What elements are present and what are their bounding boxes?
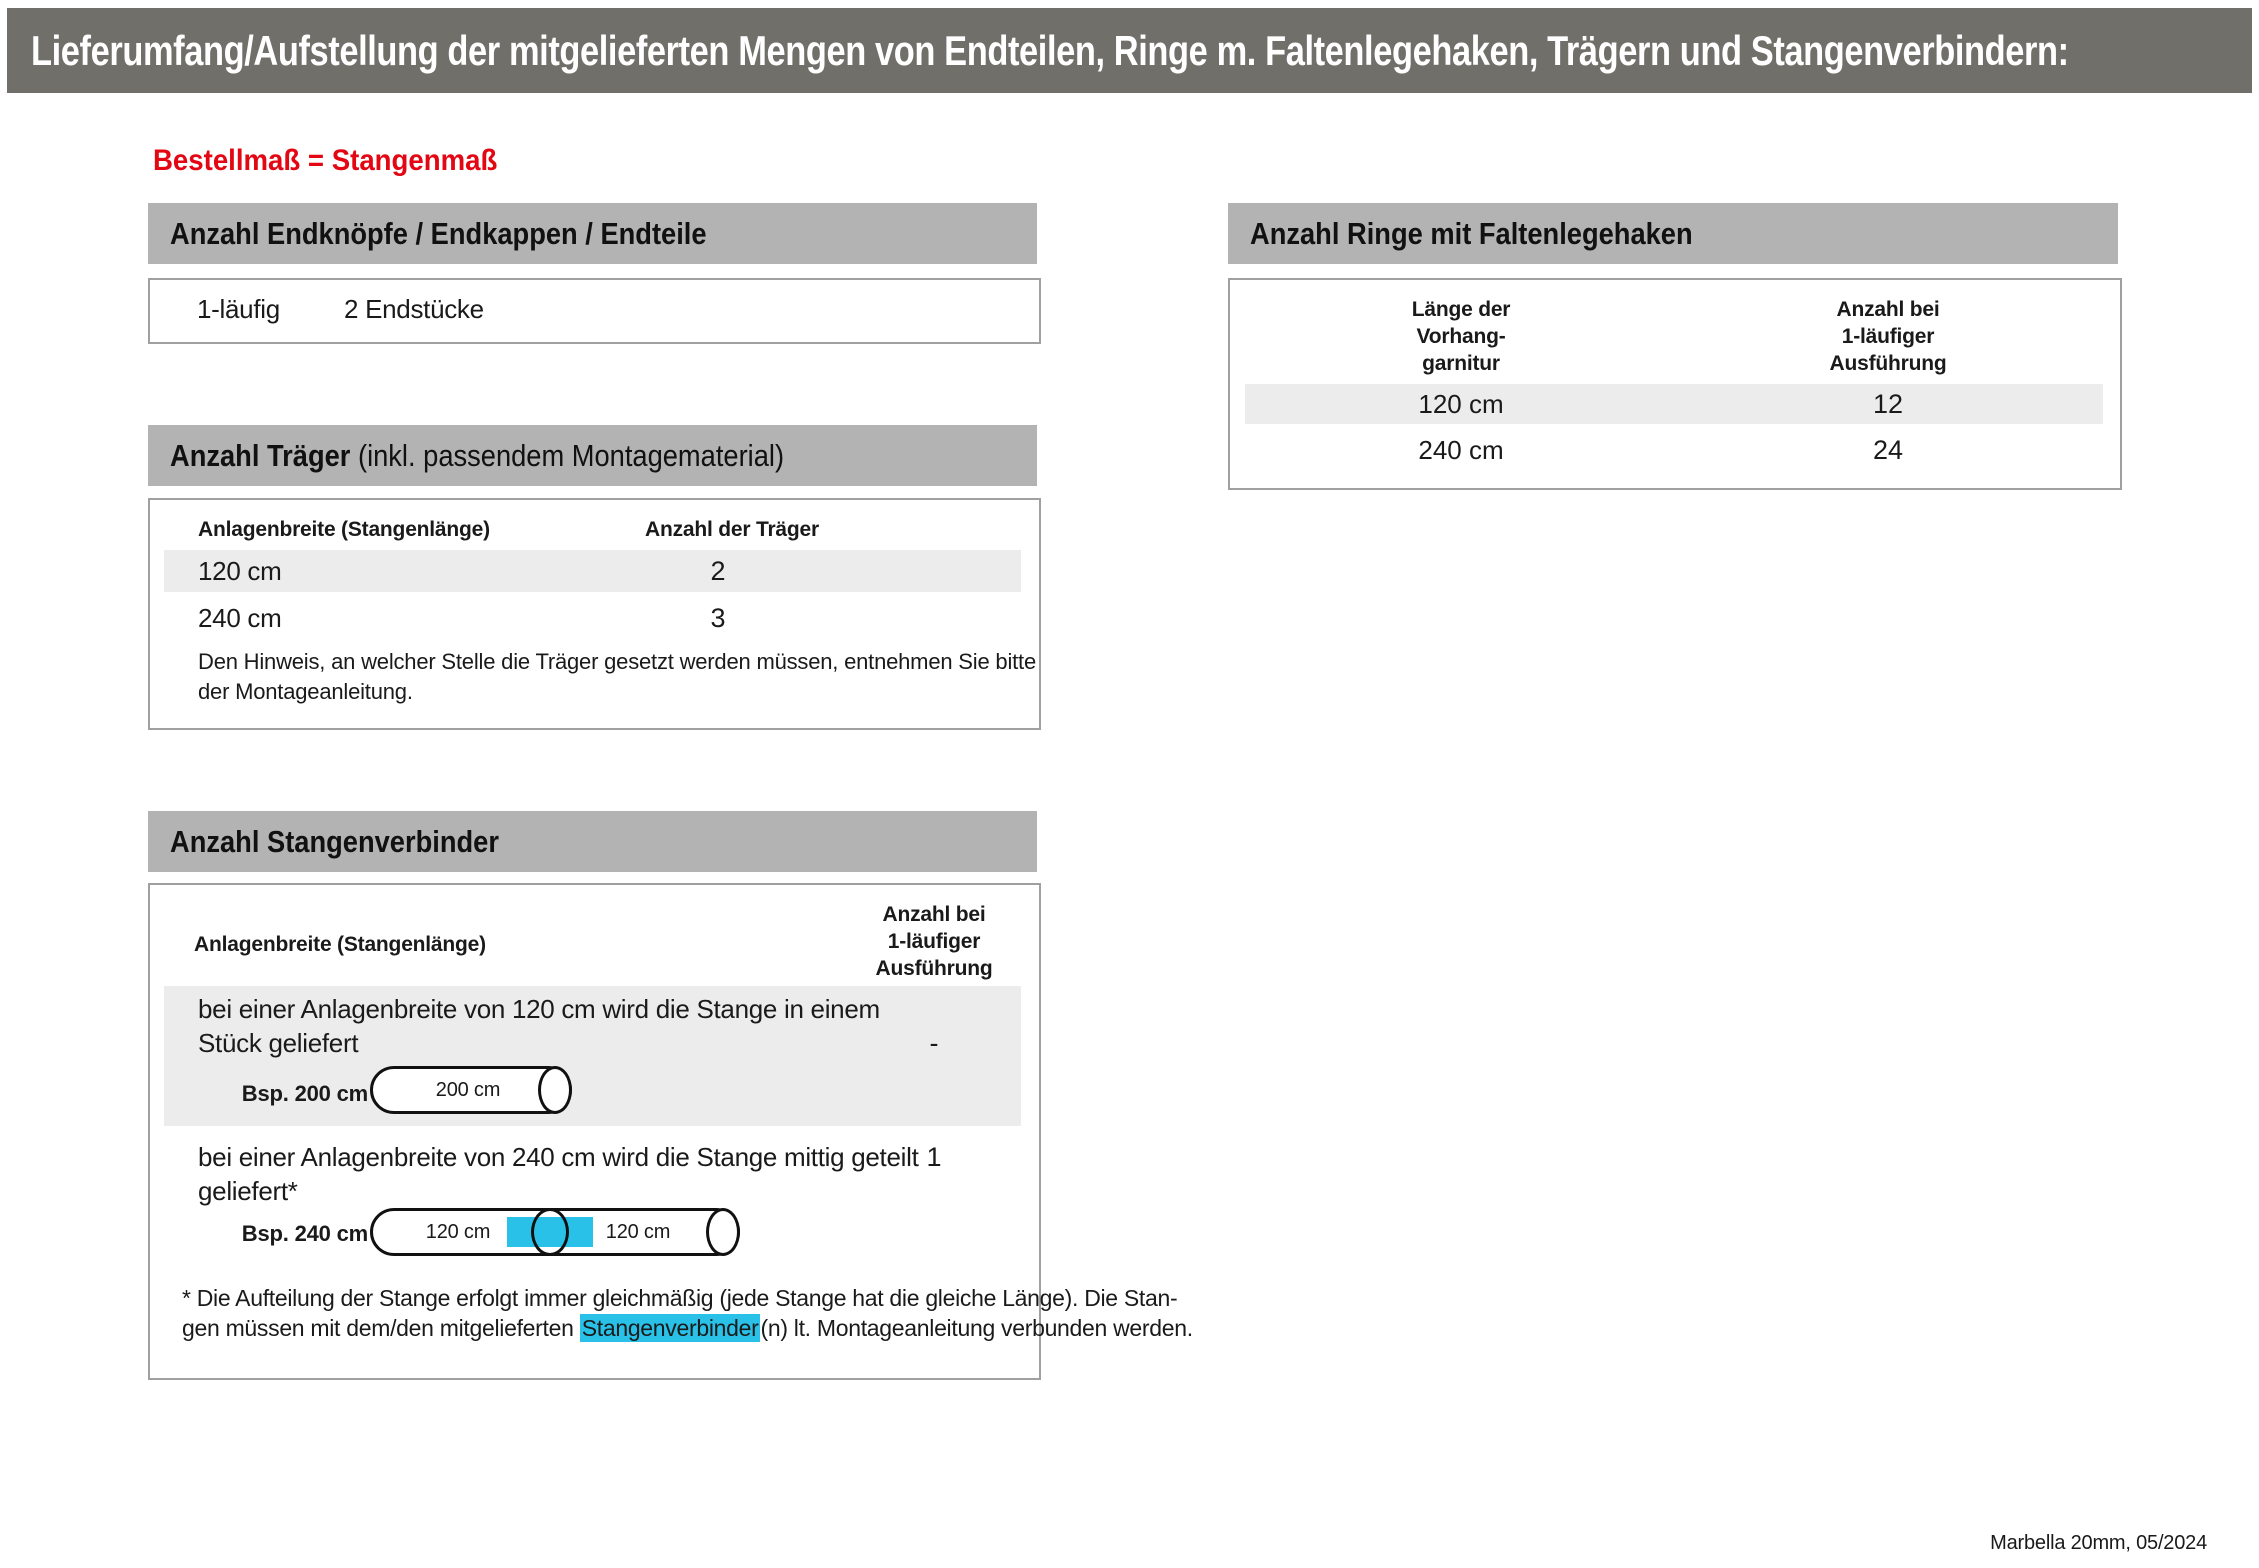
traeger-row2-value: 3 xyxy=(710,603,726,633)
table-row xyxy=(164,597,1021,639)
bsp-200-label: Bsp. 200 cm xyxy=(241,1081,368,1106)
verbinder-col1-header: Anlagenbreite (Stangenlänge) xyxy=(194,933,486,956)
verbinder-row2-value: 1 xyxy=(926,1142,942,1172)
subtitle-bestellmass: Bestellmaß = Stangenmaß xyxy=(153,144,498,177)
verbinder-col2-line2: 1-läufiger xyxy=(887,930,981,953)
table-row xyxy=(1245,430,2103,470)
traeger-note-line1: Den Hinweis, an welcher Stelle die Träger gesetzt werden müssen, entnehmen Sie bitte xyxy=(198,649,1036,674)
traeger-col2-header: Anzahl der Träger xyxy=(645,518,819,541)
footer-product-version: Marbella 20mm, 05/2024 xyxy=(1990,1532,2207,1554)
rod-240-end-cap xyxy=(706,1208,740,1256)
verbinder-row-120 xyxy=(164,986,1021,1126)
panel-traeger xyxy=(148,498,1041,730)
bsp-240-label: Bsp. 240 cm xyxy=(241,1221,368,1246)
traeger-row1-label: 120 cm xyxy=(198,556,282,586)
page-title: Lieferumfang/Aufstellung der mitgelieferten Mengen von Endteilen, Ringe m. Faltenlegehaken, Trägern und Stangenverbindern: xyxy=(31,27,2069,74)
verbinder-col2-line3: Ausführung xyxy=(875,957,993,980)
title-bar xyxy=(7,8,2252,93)
verbinder-row1-text xyxy=(198,992,880,1060)
ringe-col2-line2: 1-läufiger xyxy=(1841,325,1935,348)
table-row xyxy=(164,550,1021,592)
panel-stangenverbinder xyxy=(148,883,1193,1380)
ringe-col1-line1: Länge der xyxy=(1411,298,1511,321)
rod-240-label-left: 120 cm xyxy=(425,1221,491,1243)
verbinder-row-240 xyxy=(164,1140,1021,1300)
rod-240-label-right: 120 cm xyxy=(605,1221,671,1243)
verbinder-row1-line1: bei einer Anlagenbreite von 120 cm wird die Stange in einem xyxy=(198,994,880,1024)
traeger-header-bold: Anzahl Träger xyxy=(170,438,351,473)
endteile-row-value: 2 Endstücke xyxy=(344,294,484,324)
ringe-col2-header xyxy=(1738,296,2038,377)
ringe-row1-label: 120 cm xyxy=(1418,389,1504,419)
ringe-col1-line2: Vorhang- xyxy=(1416,325,1506,348)
footnote-pre: gen müssen mit dem/den mitgelieferten xyxy=(182,1315,580,1341)
rod-240-joint-ellipse xyxy=(531,1208,569,1256)
ringe-row1-value: 12 xyxy=(1872,389,1904,419)
section-header-ringe xyxy=(1228,203,2118,264)
verbinder-row1-line2: Stück geliefert xyxy=(198,1028,359,1058)
footnote-highlight: Stangenverbinder xyxy=(581,1315,759,1341)
traeger-note xyxy=(198,647,1036,707)
verbinder-col2-line1: Anzahl bei xyxy=(882,903,986,926)
traeger-row1-value: 2 xyxy=(710,556,726,586)
rod-200-end-cap xyxy=(538,1066,572,1114)
endteile-row-label: 1-läufig xyxy=(197,294,280,324)
traeger-col1-header: Anlagenbreite (Stangenlänge) xyxy=(198,518,490,541)
panel-ringe xyxy=(1228,278,2122,490)
traeger-header-rest: (inkl. passendem Montagematerial) xyxy=(350,438,785,473)
verbinder-row2-line1: bei einer Anlagenbreite von 240 cm wird die Stange mittig geteilt xyxy=(198,1142,919,1172)
verbinder-row2-text xyxy=(198,1140,919,1208)
section-header-stangenverbinder-label: Anzahl Stangenverbinder xyxy=(170,824,499,859)
verbinder-col2-header xyxy=(834,901,1034,982)
rod-diagram-200 xyxy=(370,1066,572,1114)
section-header-stangenverbinder xyxy=(148,811,1037,872)
ringe-col1-line3: garnitur xyxy=(1422,352,1500,375)
ringe-col2-line1: Anzahl bei xyxy=(1836,298,1940,321)
traeger-note-line2: der Montageanleitung. xyxy=(198,679,413,704)
ringe-row2-value: 24 xyxy=(1872,435,1904,465)
verbinder-row1-value: - xyxy=(929,1028,939,1058)
ringe-row2-label: 240 cm xyxy=(1418,435,1504,465)
panel-endteile xyxy=(148,278,1041,344)
ringe-col2-line3: Ausführung xyxy=(1829,352,1947,375)
section-header-traeger xyxy=(148,425,1037,486)
traeger-row2-label: 240 cm xyxy=(198,603,282,633)
verbinder-footnote xyxy=(182,1283,1193,1343)
table-row xyxy=(1245,384,2103,424)
footnote-line2 xyxy=(182,1313,1193,1343)
section-header-endteile xyxy=(148,203,1037,264)
verbinder-row2-line2: geliefert* xyxy=(198,1176,298,1206)
footnote-line1: * Die Aufteilung der Stange erfolgt immer gleichmäßig (jede Stange hat die gleiche Länge). Die Stan- xyxy=(182,1285,1178,1311)
rod-diagram-240 xyxy=(370,1208,740,1256)
ringe-col1-header xyxy=(1311,296,1611,377)
section-header-ringe-label: Anzahl Ringe mit Faltenlegehaken xyxy=(1250,216,1693,251)
footnote-post: (n) lt. Montageanleitung verbunden werden. xyxy=(760,1315,1193,1341)
section-header-endteile-label: Anzahl Endknöpfe / Endkappen / Endteile xyxy=(170,216,707,251)
section-header-traeger-label xyxy=(170,425,784,486)
rod-200-label: 200 cm xyxy=(435,1079,501,1101)
